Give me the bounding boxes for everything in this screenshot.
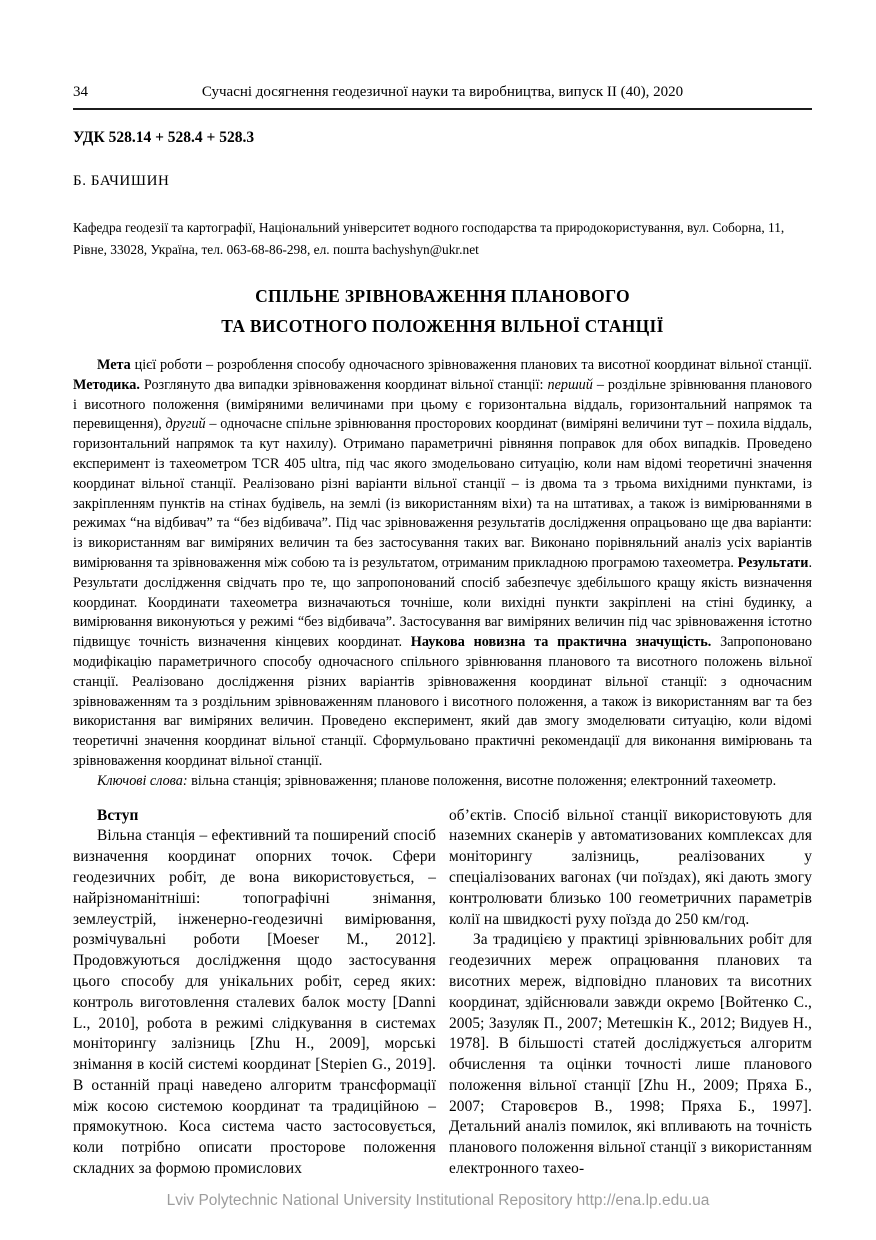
intro-paragraph-continuation: об’єктів. Спосіб вільної станції використовують для наземних сканерів у автоматизованих комплексах для моніторингу залізниць, реалізованих у спеціалізованих вагонах (чи поїздах), які дають змогу контролювати близько 100 геометричних параметрів колії на швидкості руху поїзда до 250 км/год. <box>449 806 812 928</box>
section-heading-intro: Вступ <box>97 806 139 824</box>
journal-title: Сучасні досягнення геодезичної науки та виробництва, випуск ІІ (40), 2020 <box>201 84 684 100</box>
right-column <box>449 806 812 1180</box>
page-number: 34 <box>73 84 88 100</box>
author-name: Б. БАЧИШИН <box>73 173 170 189</box>
article-title-line-2: ТА ВИСОТНОГО ПОЛОЖЕННЯ ВІЛЬНОЇ СТАНЦІЇ <box>221 316 664 336</box>
keywords-paragraph: Ключові слова: вільна станція; зрівноваження; планове положення, висотне положення; електронний тахеометр. <box>97 772 777 789</box>
left-column <box>73 806 436 1180</box>
article-title-line-1: СПІЛЬНЕ ЗРІВНОВАЖЕННЯ ПЛАНОВОГО <box>255 286 630 306</box>
intro-paragraph-2: За традицією у практиці зрівнювальних робіт для геодезичних мереж опрацювання планових та висотних мереж, відповідно планових та висотних координат, здійснювали завжди окремо [Войтенко С., 2005; Зазуляк П., 2007; Метешкін К., 2012; Видуев Н., 1978]. В більшості статей досліджується алгоритм обчислення та оцінки точності лише планового положення вільної станції [Zhu H., 2009; Пряха Б., 2007; Старовєров В., 1998; Пряха Б., 1997]. Детальний аналіз помилок, які впливають на точність планового положення вільної станції з використанням електронного тахео- <box>449 931 812 1178</box>
body-columns <box>73 806 812 1180</box>
affiliation: Кафедра геодезії та картографії, Національний університет водного господарства та природокористування, вул. Соборна, 11, Рівне, 33028, Україна, тел. 063-68-86-298, ел. пошта bachyshyn@ukr.net <box>73 220 785 257</box>
page-header <box>73 84 812 110</box>
repository-footer: Lviv Polytechnic National University Institutional Repository http://ena.lp.edu.ua <box>166 1192 710 1209</box>
article-title <box>73 281 812 341</box>
intro-paragraph-1: Вільна станція – ефективний та поширений спосіб визначення координат опорних точок. Сфери геодезичних робіт, де вона використовується, – найрізноманітніші: топографічні знімання, землеустрій, інженерно-геодезичні вимірювання, розмічувальні роботи [Moeser M., 2012]. Продовжуються дослідження щодо застосування цього способу для унікальних робіт, серед яких: контроль виготовлення сталевих балок мосту [Danni L., 2010], робота в режимі слідкування в системах моніторингу залізниць [Zhu H., 2009], морські знімання в косій системі координат [Stepien G., 2019]. В останній праці наведено алгоритм трансформації між косою системою координат та традиційною – прямокутною. Коса система часто застосовується, коли потрібно описати просторове положення складних за формою промислових <box>73 827 436 1178</box>
udc-code: УДК 528.14 + 528.4 + 528.3 <box>73 129 255 146</box>
abstract-paragraph: Мета цієї роботи – розроблення способу одночасного зрівноваження планових та висотної координат вільної станції. Методика. Розглянуто два випадки зрівноваження координат вільної станції: перший – роздільне зрівнювання планового і висотного положення (виміряними величинами при цьому є горизонтальна віддаль, горизонтальний напрямок та перевищення), другий – одночасне спільне зрівнювання просторових координат (виміряні величини тут – похила віддаль, горизонтальний напрямок та кут нахилу). Отримано параметричні рівняння поправок для обох випадків. Проведено експеримент із тахеометром TCR 405 ultra, під час якого змодельовано ситуацію, коли нам відомі теоретичні значення координат вільної станції. Реалізовано різні варіанти вільної станції – із двома та з трьома вихідними пунктами, із закріпленням пунктів на стінах будівель, на землі (із використанням віхи) та на штативах, а також із вимірюваннями в режимах “на відбивач” та “без відбивача”. Під час зрівноваження результатів дослідження опрацьовано ще два варіанти: із використанням ваг виміряних величин та без застосування таких ваг. Виконано порівняльний аналіз усіх варіантів вимірювання та зрівноваження між собою та із результатом, отриманим прикладною програмою тахеометра. Результати. Результати дослідження свідчать про те, що запропонований спосіб забезпечує здебільшого кращу якість визначення координат. Координати тахеометра визначаються точніше, коли вихідні пункти закріплені на стіні будинку, а вимірювання виконуються у режимі “без відбивача”. Застосування ваг виміряних величин під час зрівноваження істотно підвищує точність визначення кінцевих координат. Наукова новизна та практична значущість. Запропоновано модифікацію параметричного способу одночасного спільного зрівнювання планового та висотного положень вільної станції. Реалізовано дослідження різних варіантів зрівноваження координат вільної станції: з одночасним зрівноваженням та з роздільним зрівноваженням планового і висотного положення, а також із використанням ваг та без використання ваг виміряних величин. Проведено експеримент, який дав змогу змоделювати ситуацію, коли відомі теоретичні значення координат вільної станції. Сформульовано практичні рекомендації для виконання вимірювань та зрівноваження координат вільної станції. <box>73 357 813 769</box>
